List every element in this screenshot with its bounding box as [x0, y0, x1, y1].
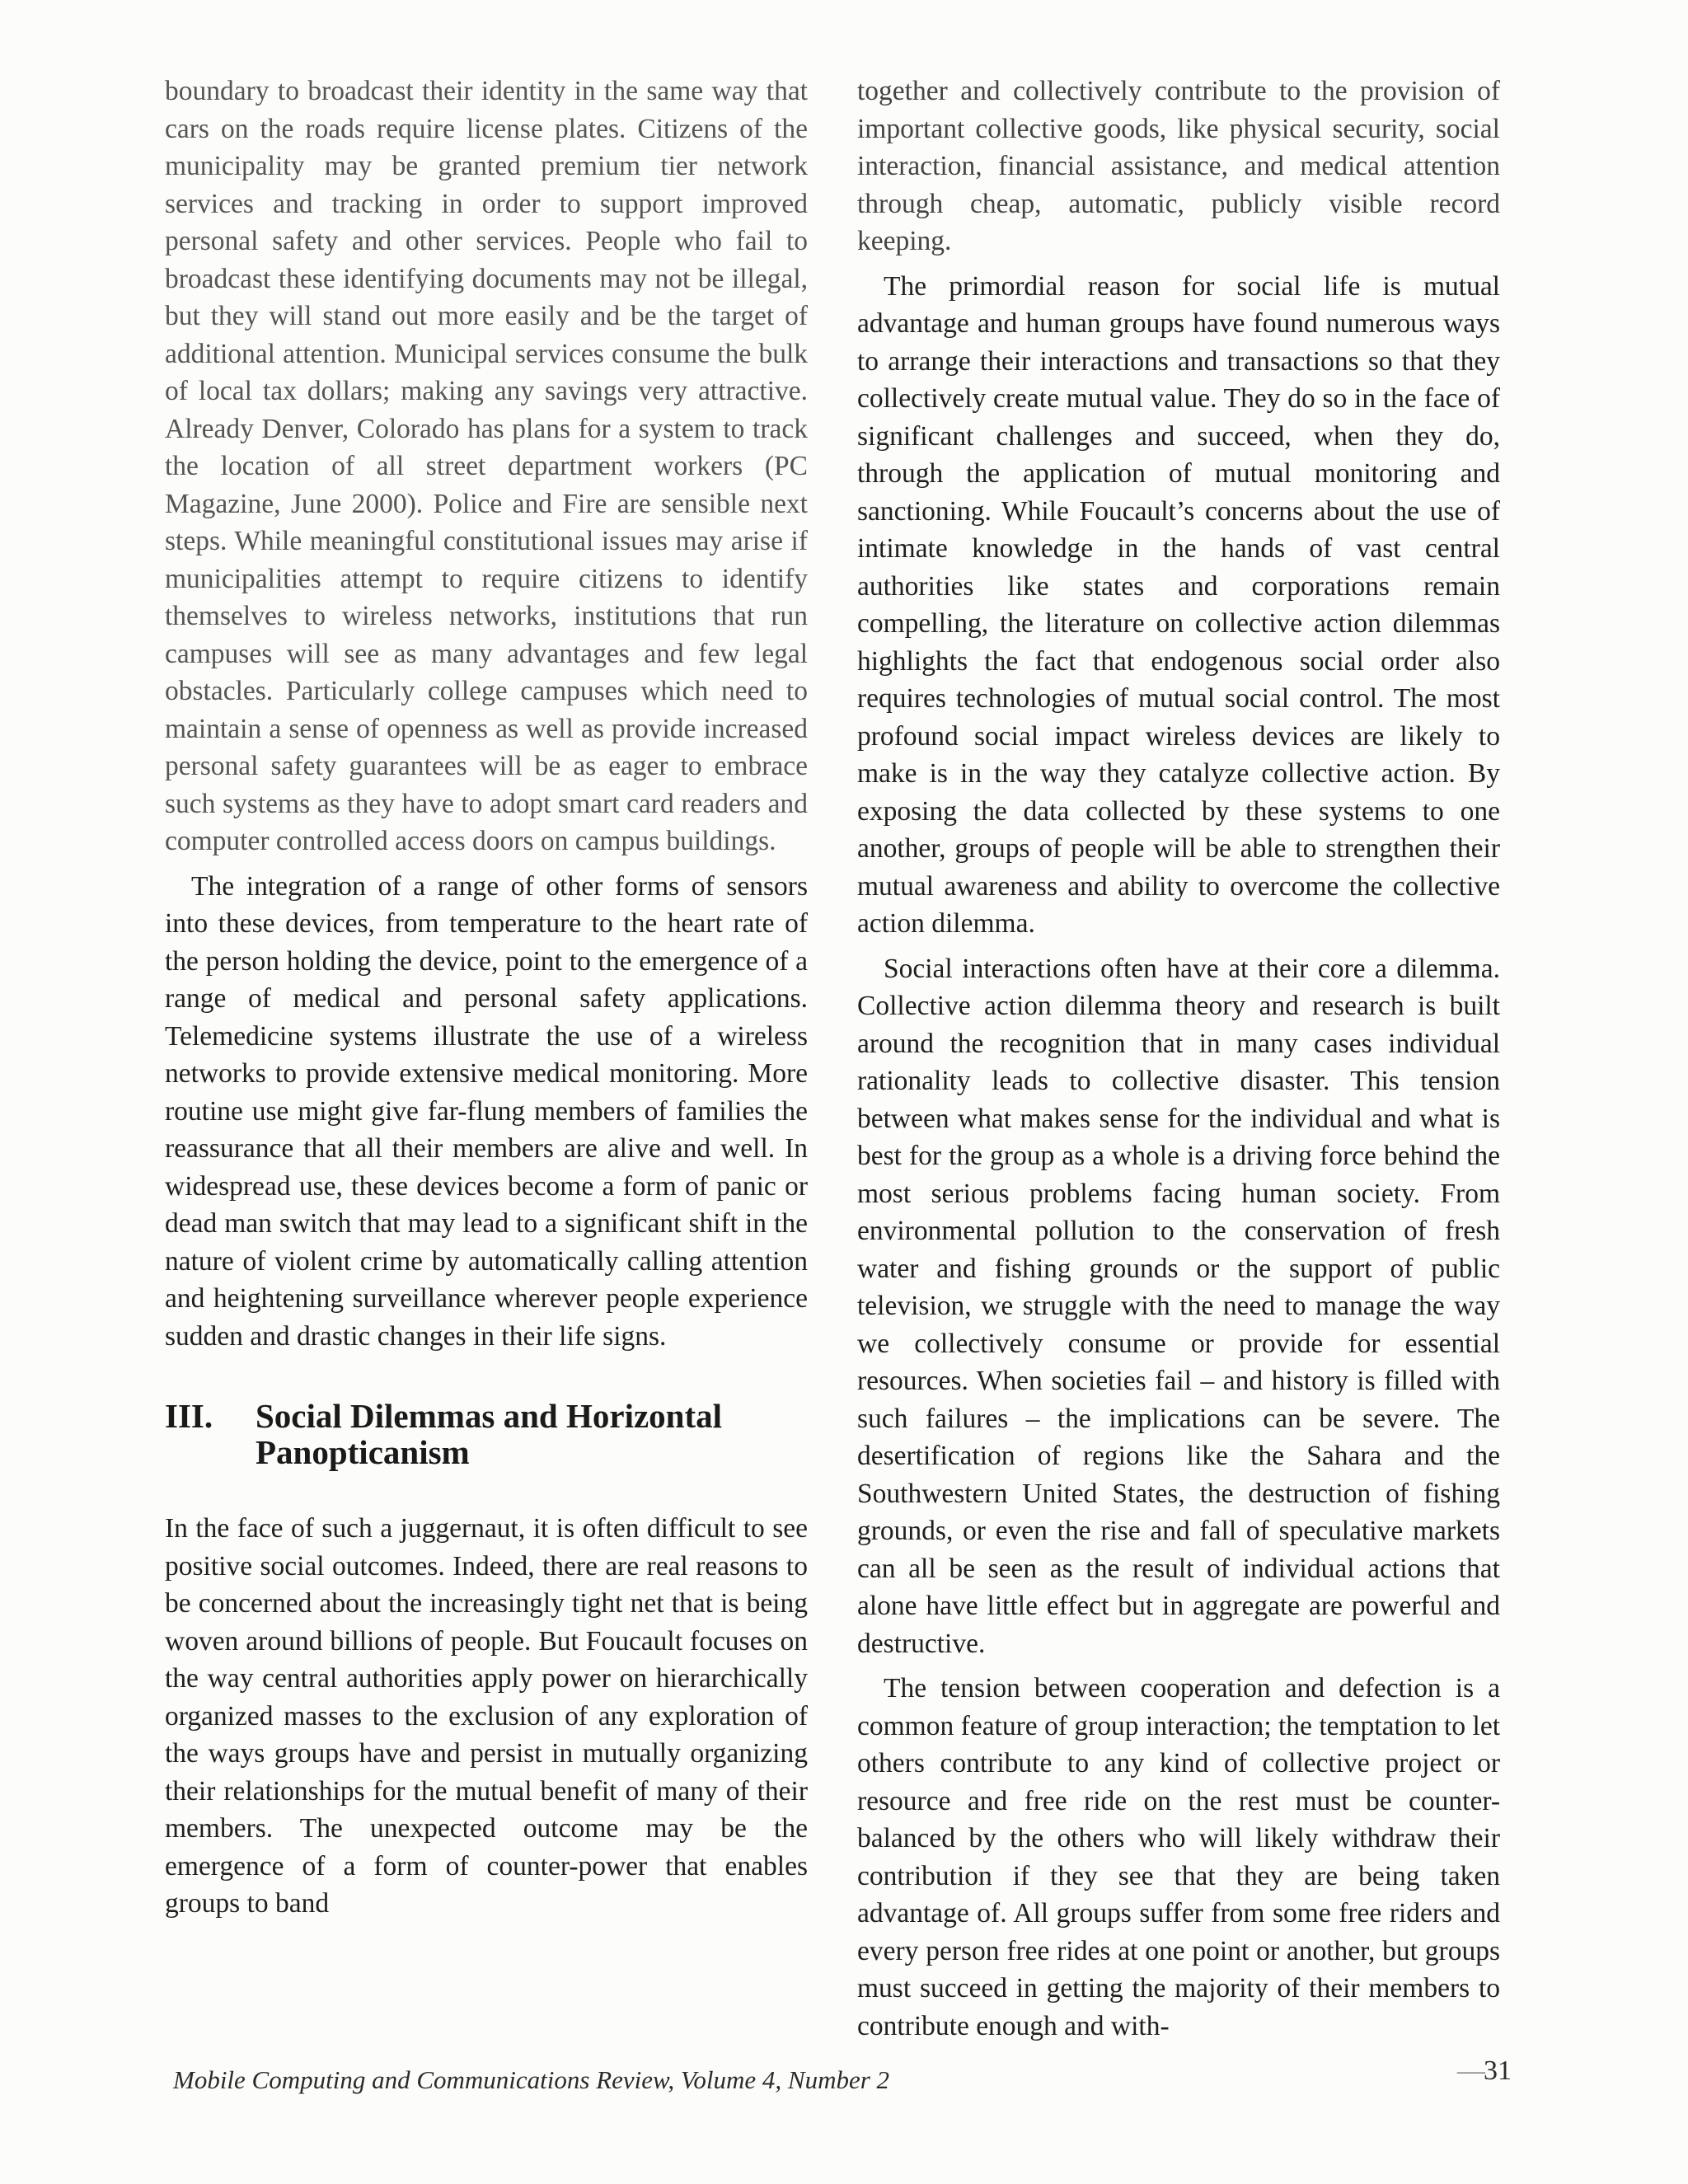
- page-number-value: 31: [1484, 2055, 1512, 2086]
- section-number: III.: [165, 1397, 213, 1435]
- section-heading: [165, 1398, 808, 1470]
- body-paragraph: The integration of a range of other forms of sensors into these devices, from temperature to the heart rate of the person holding the device, point to the emergence of a range of medical and personal safety applications. Telemedicine systems illustrate the use of a wireless networks to provide extensive medical monitoring. More routine use might give far-flung members of families the reassurance that all their members are alive and well. In widespread use, these devices become a form of panic or dead man switch that may lead to a significant shift in the nature of violent crime by automatically calling attention and heightening surveillance wherever people experience sudden and drastic changes in their life signs.: [165, 870, 808, 1352]
- left-column: [165, 73, 808, 1930]
- body-paragraph: Social interactions often have at their core a dilemma. Collective action dilemma theory and research is built around the recognition that in many cases individual rationality leads to collective disaster. This tension between what makes sense for the individual and what is best for the group as a whole is a driving force behind the most serious problems facing human society. From environmental pollution to the conservation of fresh water and fishing grounds or the support of public television, we struggle with the need to manage the way we collectively consume or provide for essential resources. When societies fail – and history is filled with such failures – the implications can be severe. The desertification of regions like the Sahara and the Southwestern United States, the destruction of fishing grounds, or even the rise and fall of speculative markets can all be seen as the result of individual actions that alone have little effect but in aggregate are powerful and destructive.: [857, 953, 1500, 1659]
- section-title: Social Dilemmas and Horizontal Panopticanism: [256, 1397, 723, 1471]
- body-paragraph: In the face of such a juggernaut, it is often difficult to see positive social outcomes. Indeed, there are real reasons to be concerned about the increasingly tight net that is being woven around billions of people. But Foucault focuses on the way central authorities apply power on hierarchically organized masses to the exclusion of any exploration of the ways groups have and persist in mutually organizing their relationships for the mutual benefit of many of their members. The unexpected outcome may be the emergence of a form of counter-power that enables groups to band: [165, 1513, 808, 1919]
- body-paragraph: The primordial reason for social life is mutual advantage and human groups have found numerous ways to arrange their interactions and transactions so that they collectively create mutual value. They do so in the face of significant challenges and succeed, when they do, through the application of mutual monitoring and sanctioning. While Foucault’s concerns about the use of intimate knowledge in the hands of vast central authorities like states and corporations remain compelling, the literature on collective action dilemmas highlights the fact that endogenous social order also requires technologies of mutual social control. The most profound social impact wireless devices are likely to make is in the way they catalyze collective action. By exposing the data collected by these systems to one another, groups of people will be able to strengthen their mutual awareness and ability to overcome the collective action dilemma.: [857, 270, 1500, 939]
- body-paragraph: together and collectively contribute to the provision of important collective goods, like physical security, social interaction, financial assistance, and medical attention through cheap, automatic, publicly visible record keeping.: [857, 76, 1500, 256]
- journal-footer: Mobile Computing and Communications Review, Volume 4, Number 2: [173, 2065, 890, 2094]
- page-number: —31: [1457, 2055, 1512, 2086]
- body-paragraph: The tension between cooperation and defection is a common feature of group interaction; the temptation to let others contribute to any kind of collective project or resource and free ride on the rest must be counter-balanced by the others who will likely withdraw their contribution if they see that they are being taken advantage of. All groups suffer from some free riders and every person free rides at one point or another, but groups must succeed in getting the majority of their members to contribute enough and with-: [857, 1673, 1500, 2041]
- body-paragraph: boundary to broadcast their identity in the same way that cars on the roads require license plates. Citizens of the municipality may be granted premium tier network services and tracking in order to support improved personal safety and other services. People who fail to broadcast these identifying documents may not be illegal, but they will stand out more easily and be the target of additional attention. Municipal services consume the bulk of local tax dollars; making any savings very attractive. Already Denver, Colorado has plans for a system to track the location of all street department workers (PC Magazine, June 2000). Police and Fire are sensible next steps. While meaningful constitutional issues may arise if municipalities attempt to require citizens to identify themselves to wireless networks, institutions that run campuses will see as many advantages and few legal obstacles. Particularly college campuses which need to maintain a sense of openness as well as provide increased personal safety guarantees will be as eager to embrace such systems as they have to adopt smart card readers and computer controlled access doors on campus buildings.: [165, 76, 808, 856]
- right-column: [857, 73, 1500, 2052]
